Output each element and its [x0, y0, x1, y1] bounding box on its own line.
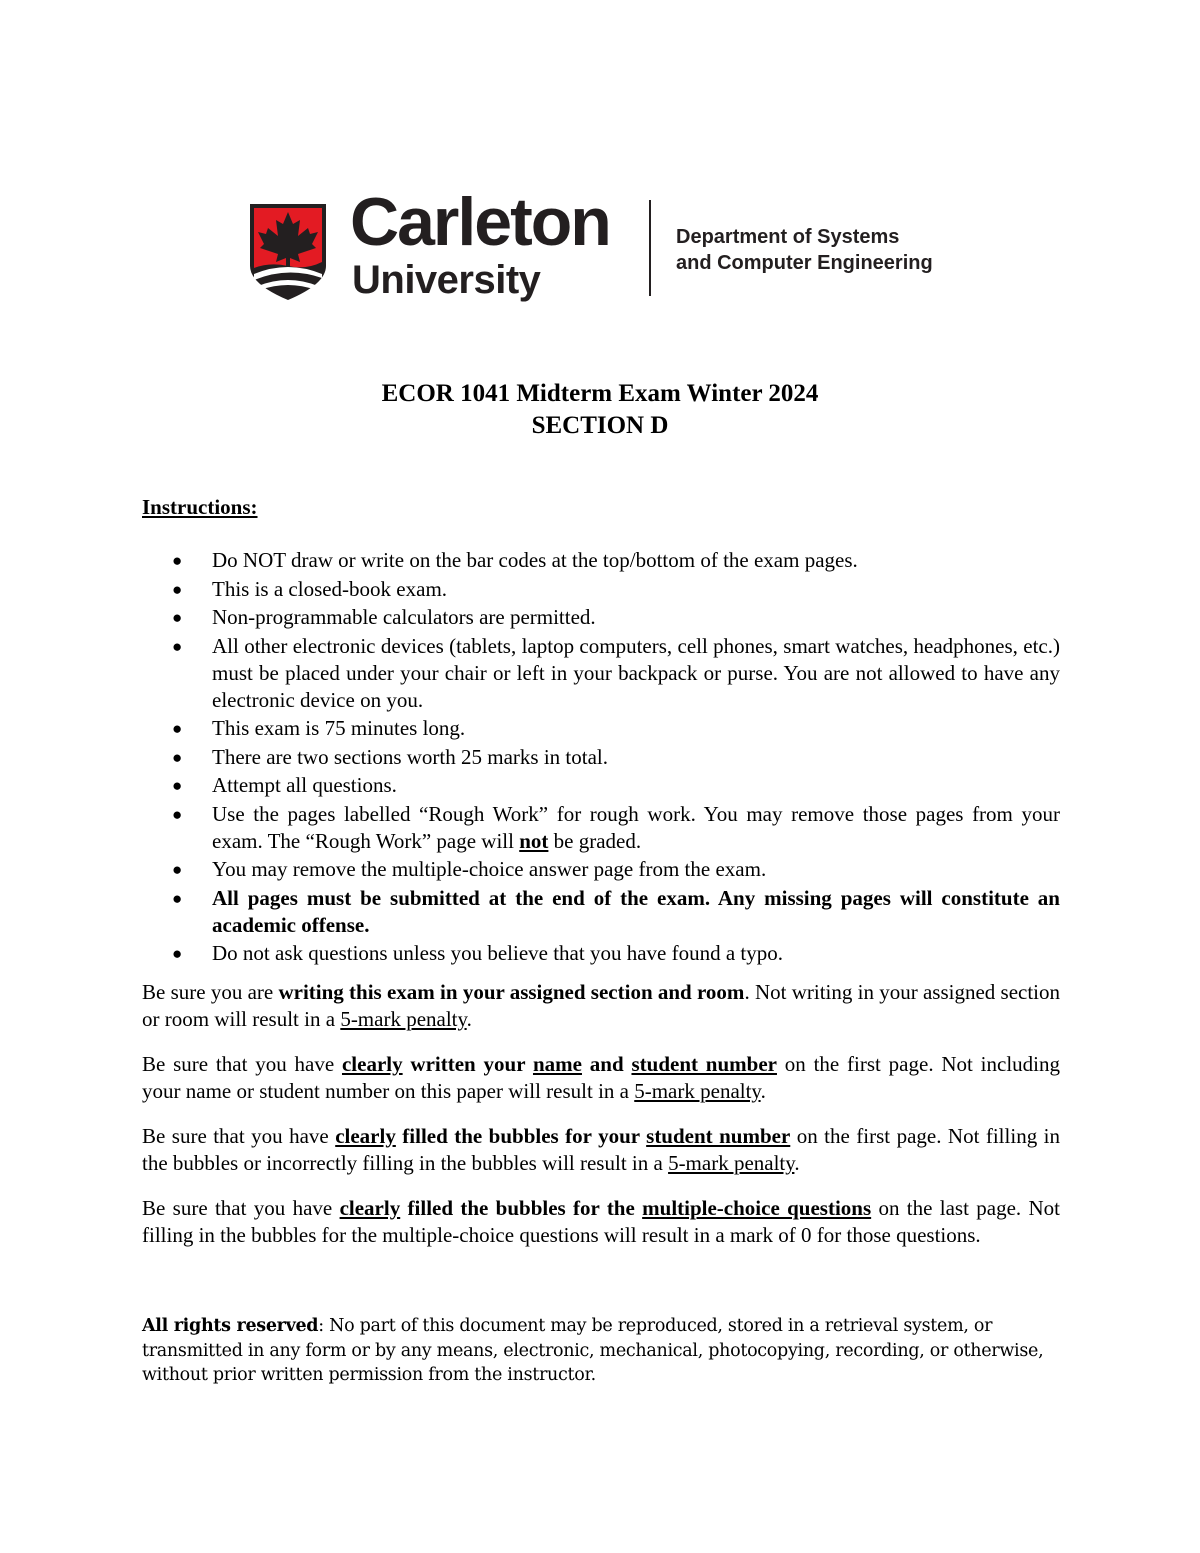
bullet-icon: ● [172, 579, 183, 599]
section-room-paragraph: Be sure you are writing this exam in your assigned section and room. Not writing in your assigned section or room will result in a 5-mark penalty. [142, 980, 1061, 1031]
exam-section: SECTION D [531, 412, 669, 439]
carleton-logo [246, 184, 946, 308]
department-name [676, 224, 933, 276]
department-line-1: Department of Systems [676, 226, 900, 248]
logo-wordmark-university: University [352, 258, 541, 302]
list-item: ● All pages must be submitted at the end of the exam. Any missing pages will constitute an academic offense. [172, 885, 1060, 937]
list-item: ● Do not ask questions unless you believe that you have found a typo. [172, 941, 783, 965]
bullet-icon: ● [172, 888, 183, 908]
list-item: ● This is a closed-book exam. [172, 576, 448, 601]
exam-title [0, 378, 1200, 442]
bullet-icon: ● [172, 608, 183, 627]
list-item: ● Do NOT draw or write on the bar codes at the top/bottom of the exam pages. [172, 548, 858, 572]
exam-body [142, 494, 1060, 1267]
list-item: ● Attempt all questions. [172, 773, 397, 797]
bullet-icon: ● [172, 636, 183, 656]
bullet-icon: ● [172, 719, 183, 738]
exam-title-line-1: ECOR 1041 Midterm Exam Winter 2024 [381, 380, 819, 407]
list-item: ● Use the pages labelled “Rough Work” for rough work. You may remove those pages from your exam. The “Rough Work” page will not be graded. [172, 801, 1060, 853]
rights-notice: All rights reserved: No part of this document may be reproduced, stored in a retrieval system, or transmitted in any form or by any means, electronic, mechanical, photocopying, recording, or otherwise, without prior written permission from the instructor. [142, 1316, 1044, 1385]
instructions-list [142, 547, 1060, 967]
logo-wordmark-carleton: Carleton [350, 184, 610, 260]
bullet-icon: ● [172, 551, 183, 570]
list-item: ● You may remove the multiple-choice answer page from the exam. [172, 857, 767, 881]
bullet-icon: ● [172, 860, 183, 879]
instructions-heading: Instructions: [142, 495, 258, 519]
name-number-paragraph: Be sure that you have clearly written your name and student number on the first page. Not including your name or student number on this paper will result in a 5-mark penalty. [142, 1052, 1061, 1103]
bubbles-paragraph: Be sure that you have clearly filled the bubbles for your student number on the first page. Not filling in the bubbles or incorrectly filling in the bubbles will result in a 5-mark penalty. [142, 1124, 1060, 1175]
bullet-icon: ● [172, 944, 183, 963]
bullet-icon: ● [172, 776, 183, 795]
logo-divider [649, 200, 651, 296]
mcq-paragraph: Be sure that you have clearly filled the bubbles for the multiple-choice questions on the last page. Not filling in the bubbles for the multiple-choice questions will result in a mark of 0 for those questions. [142, 1196, 1060, 1247]
list-item: ● All other electronic devices (tablets, laptop computers, cell phones, smart watches, headphones, etc.) must be placed under your chair or left in your backpack or purse. You are not allowed to have any electronic device on you. [172, 633, 1060, 712]
list-item: ● Non-programmable calculators are permitted. [172, 605, 596, 629]
bullet-icon: ● [172, 747, 183, 767]
department-line-2: and Computer Engineering [676, 252, 933, 274]
list-item: ● This exam is 75 minutes long. [172, 716, 466, 740]
list-item: ● There are two sections worth 25 marks in total. [172, 744, 608, 769]
bullet-icon: ● [172, 804, 183, 824]
maple-leaf-shield-icon [246, 200, 330, 304]
